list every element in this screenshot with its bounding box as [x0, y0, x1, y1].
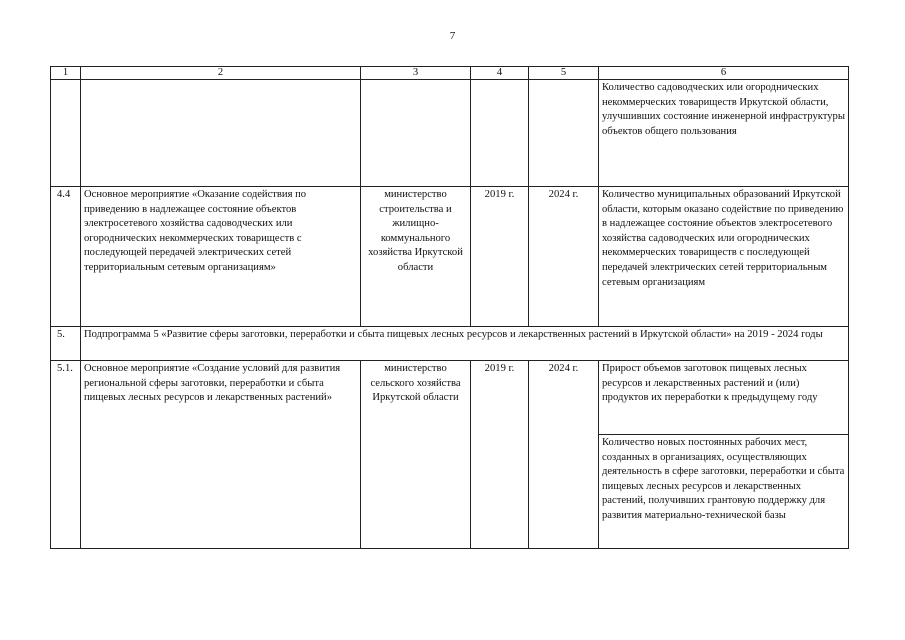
table-row-5 [51, 327, 849, 361]
measure-name: Основное мероприятие «Оказание содействия по приведению в надлежащее состояние объектов электросетевого хозяйства садоводческих или огороднических некоммерческих товариществ с последующей передачей электрических сетей территориальным сетевым организациям» [81, 187, 361, 327]
start-year: 2019 г. [471, 187, 529, 327]
measure-name: Основное мероприятие «Создание условий для развития региональной сферы заготовки, переработки и сбыта пищевых лесных ресурсов и лекарственных растений» [81, 361, 361, 549]
header-col-1: 1 [51, 67, 81, 80]
row-number: 5.1. [51, 361, 81, 549]
end-year: 2024 г. [529, 187, 599, 327]
executor: министерство строительства и жилищно-коммунального хозяйства Иркутской области [361, 187, 471, 327]
header-row [51, 67, 849, 80]
continuation-row [51, 80, 849, 187]
end-year: 2024 г. [529, 361, 599, 549]
indicator: Количество муниципальных образований Иркутской области, которым оказано содействие по приведению в надлежащее состояние объектов электросетевого хозяйства садоводческих или огороднических некоммерческих товариществ с последующей передачей электрических сетей территориальным сетевым организациям [599, 187, 849, 327]
table-row-5-1 [51, 361, 849, 435]
indicator-1: Прирост объемов заготовок пищевых лесных ресурсов и лекарственных растений и (или) продуктов их переработки к предыдущему году [599, 361, 849, 435]
start-year: 2019 г. [471, 361, 529, 549]
executor: министерство сельского хозяйства Иркутской области [361, 361, 471, 549]
subprogram-title: Подпрограмма 5 «Развитие сферы заготовки, переработки и сбыта пищевых лесных ресурсов и лекарственных растений в Иркутской области» на 2019 - 2024 годы [81, 327, 849, 361]
row-number: 4.4 [51, 187, 81, 327]
program-table [50, 66, 849, 549]
header-col-2: 2 [81, 67, 361, 80]
header-col-4: 4 [471, 67, 529, 80]
header-col-3: 3 [361, 67, 471, 80]
indicator-2: Количество новых постоянных рабочих мест, созданных в организациях, осуществляющих деятельность в сфере заготовки, переработки и сбыта пищевых лесных ресурсов и лекарственных растений, получивших грантовую поддержку для развития материально-технической базы [599, 435, 849, 549]
continuation-indicator: Количество садоводческих или огороднических некоммерческих товариществ Иркутской области, улучшивших состояние инженерной инфраструктуры объектов общего пользования [599, 80, 849, 187]
header-col-5: 5 [529, 67, 599, 80]
header-col-6: 6 [599, 67, 849, 80]
table-row-4-4 [51, 187, 849, 327]
row-number: 5. [51, 327, 81, 361]
page-number: 7 [449, 30, 456, 42]
